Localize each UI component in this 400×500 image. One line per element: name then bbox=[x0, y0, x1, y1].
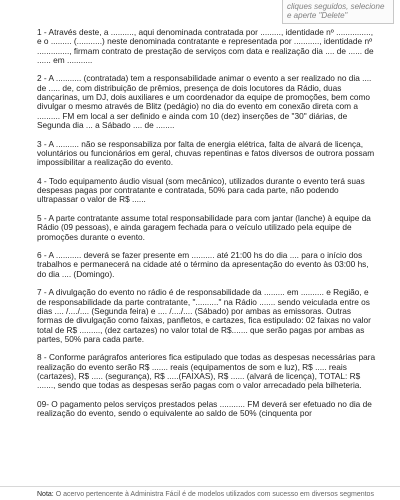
footer-note bbox=[37, 490, 397, 499]
clause-9: 09- O pagamento pelos serviços prestados pelas ........... FM deverá ser efetuado no dia de realização do evento, sendo o equivalente ao saldo de 50% (cinquenta por bbox=[37, 398, 372, 419]
clause-5: 5 - A parte contratante assume total responsabilidade para com jantar (lanche) à equipe da Rádio (09 pessoas), e ainda garagem fechada para o veículo utilizado pela equipe de promoções durante o evento. bbox=[37, 212, 371, 242]
contract-body bbox=[37, 28, 377, 428]
footer-note-label: Nota: bbox=[37, 491, 54, 498]
instruction-hint-text: cliques seguidos, selecione e aperte "Delete" bbox=[287, 2, 385, 20]
clause-3: 3 - A .......... não se responsabiliza por falta de energia elétrica, falta de alvará de licença, voluntários ou funcionários em geral, chuvas repentinas e fatos diversos de outrora possam impossibilitar a realização do evento. bbox=[37, 138, 375, 168]
footer-divider bbox=[0, 486, 400, 487]
clause-8: 8 - Conforme parágrafos anteriores fica estipulado que todas as despesas necessárias para realização do evento serão R$ ....... reais (equipamentos de som e luz), R$ ..... reais (cartazes), R$ ..... (segurança), R$ .....(FAIXAS), R$ ...... (alvará de licença), TOTAL: R$ ......., sendo que todas as despesas serão pagas com o valor arrecadado pela bilheteria. bbox=[37, 352, 376, 391]
clause-1: 1 - Através deste, a .........., aqui denominada contratada por ........., identidade nº ..............., e o ......... (...........) neste denominada contratante e representada por ..........., identidade nº .............., firmam contrato de prestação de serviços com data e realização dia .... de ...... de ...... em ........... bbox=[37, 27, 374, 65]
clause-6: 6 - A ........... deverá se fazer presente em .......... até 21:00 hs do dia .... para o início dos trabalhos e permanecerá na cidade até o término da apresentação do evento às 03:00 hs, do dia .... (Domingo). bbox=[37, 250, 369, 279]
clause-2: 2 - A ........... (contratada) tem a responsabilidade animar o evento a ser realizado no dia .... de ..... de, com distribuição de prêmios, presença de dois locutores da Rádio, duas dançarinas, um DJ, dois auxiliares e um coordenador da equipe de promoções, bem como divulgar o mesmo através de Blitz (pedágio) no dia do evento em conexão direta com a .......... FM em local a ser definido e ainda com 10 (dez) inserções de "30" diárias, de Segunda dia ... a Sábado .... de ........ bbox=[37, 73, 372, 130]
footer-note-text: O acervo pertencente à Administra Fácil é de modelos utilizados com sucesso em diversos segmentos bbox=[55, 491, 374, 498]
clause-7: 7 - A divulgação do evento no rádio é de responsabilidade da ......... em .......... e Região, e de responsabilidade da parte contratante, ".........." na Rádio ....... sendo veiculada entre os dias .... /..../.... (Segunda feira) e .... /..../.... (Sábado) por ambas as emissoras. Outras formas de divulgação como faixas, panfletos, e cartazes, fica estipulado: 02 faixas no valor total de R$ ........., (dez cartazes) no valor total de R$....... que serão pagas por ambas as partes, 50% para cada parte. bbox=[37, 287, 371, 344]
clause-4: 4 - Todo equipamento áudio visual (som mecânico), utilizados durante o evento terá suas despesas pagas por contratante e contratada, 50% para cada parte, não podendo ultrapassar o valor de R$ ...... bbox=[37, 175, 365, 205]
